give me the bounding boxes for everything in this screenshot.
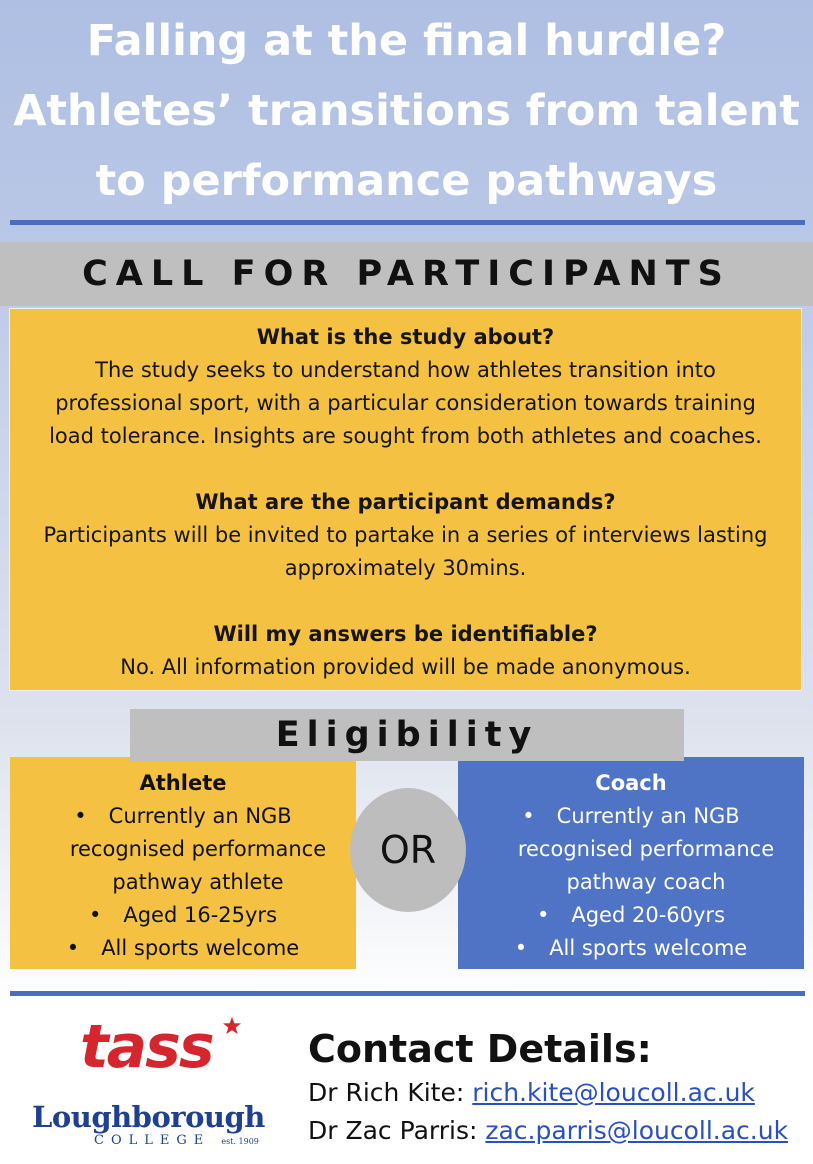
question-study-about: What is the study about? <box>256 325 555 349</box>
list-item: • All sports welcome <box>66 936 300 960</box>
tass-wordmark: tass <box>80 1012 213 1082</box>
coach-eligibility-card <box>458 757 804 969</box>
top-divider <box>10 220 805 225</box>
title-line-3: to performance pathways <box>95 156 718 206</box>
college-wordmark: COLLEGE est. 1909 <box>94 1133 259 1148</box>
contact-heading: Contact Details: <box>308 1027 652 1071</box>
list-item: • Currently an NGB <box>522 804 740 828</box>
email-link[interactable]: zac.parris@loucoll.ac.uk <box>485 1116 789 1145</box>
contact-rich-kite <box>308 1077 755 1109</box>
answer-line: Participants will be invited to partake in a series of interviews lasting <box>43 523 768 547</box>
question-participant-demands: What are the participant demands? <box>195 490 616 514</box>
list-item: • All sports welcome <box>514 936 748 960</box>
loughborough-wordmark: Loughborough <box>32 1100 265 1134</box>
study-info-box <box>9 308 802 691</box>
answer-line: load tolerance. Insights are sought from both athletes and coaches. <box>49 424 762 448</box>
contact-name: Dr Zac Parris: <box>308 1116 486 1145</box>
title-line-1: Falling at the final hurdle? <box>86 16 727 66</box>
answer-line: approximately 30mins. <box>284 556 527 580</box>
contact-zac-parris <box>308 1115 788 1147</box>
call-for-participants-banner <box>0 242 813 306</box>
athlete-heading: Athlete <box>139 771 227 795</box>
list-item: recognised performance <box>517 837 775 861</box>
coach-heading: Coach <box>595 771 667 795</box>
banner-label: CALL FOR PARTICIPANTS <box>82 254 731 294</box>
or-circle <box>350 788 466 912</box>
answer-line: professional sport, with a particular consideration towards training <box>55 391 756 415</box>
answer-line: The study seeks to understand how athletes transition into <box>95 358 716 382</box>
list-item: • Aged 16-25yrs <box>88 903 278 927</box>
contact-name: Dr Rich Kite: <box>308 1078 473 1107</box>
star-icon <box>222 1016 242 1036</box>
list-item: pathway coach <box>566 870 726 894</box>
or-label: OR <box>379 828 437 872</box>
question-identifiable: Will my answers be identifiable? <box>213 622 598 646</box>
poster-title <box>0 6 813 216</box>
list-item: • Aged 20-60yrs <box>536 903 726 927</box>
email-link[interactable]: rich.kite@loucoll.ac.uk <box>472 1078 755 1107</box>
eligibility-label: Eligibility <box>275 715 539 755</box>
list-item: • Currently an NGB <box>74 804 292 828</box>
list-item: recognised performance <box>69 837 327 861</box>
athlete-eligibility-card <box>10 757 356 969</box>
list-item: pathway athlete <box>112 870 284 894</box>
loughborough-college-logo <box>32 1100 282 1149</box>
bottom-divider <box>10 991 805 996</box>
eligibility-banner <box>130 709 684 761</box>
answer-line: No. All information provided will be made anonymous. <box>120 655 691 679</box>
title-line-2: Athletes’ transitions from talent <box>13 86 800 136</box>
